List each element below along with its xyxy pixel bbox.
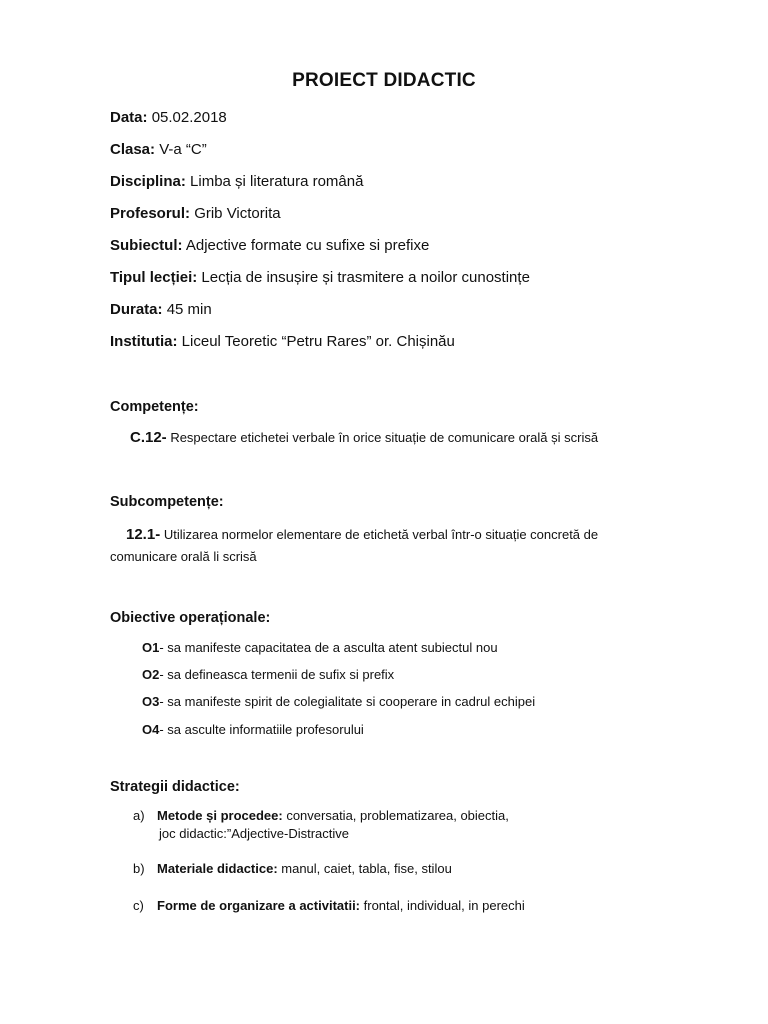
subcompetenta-text-line1: Utilizarea normelor elementare de etichetă verbal într-o situație concretă de (163, 527, 599, 542)
field-value: 05.02.2018 (151, 109, 227, 126)
obiectiv-item (142, 667, 394, 682)
strategie-text-line2: joc didactic:”Adjective-Distractive (159, 826, 350, 841)
obiective-heading: Obiective operaționale: (110, 610, 271, 626)
obiectiv-text: - sa manifeste capacitatea de a asculta atent subiectul nou (159, 640, 498, 655)
field-value: Lecția de insușire și trasmitere a noilor cunostințe (201, 269, 530, 286)
strategie-text: manul, caiet, tabla, fise, stilou (277, 861, 452, 876)
competenta-text: Respectare etichetei verbale în orice situație de comunicare orală și scrisă (170, 430, 599, 445)
field-value: V-a “C” (159, 141, 207, 158)
field-label: Institutia: (110, 333, 178, 350)
obiectiv-text: - sa asculte informatiile profesorului (159, 722, 364, 737)
strategie-item (133, 898, 525, 913)
field-institutia (110, 333, 455, 350)
field-clasa (110, 141, 207, 158)
field-label: Tipul lecției: (110, 269, 198, 286)
strategii-heading: Strategii didactice: (110, 779, 240, 795)
field-durata (110, 301, 212, 318)
competenta-item (130, 429, 598, 446)
strategie-item (133, 861, 452, 876)
obiectiv-code: O1 (142, 640, 160, 655)
subcompetente-heading: Subcompetențe: (110, 494, 224, 510)
obiectiv-item (142, 640, 498, 655)
subcompetenta-item (126, 526, 598, 543)
obiectiv-item (142, 694, 535, 709)
document-title: PROIECT DIDACTIC (292, 70, 476, 91)
obiectiv-code: O2 (142, 667, 160, 682)
strategie-text: conversatia, problematizarea, obiectia, (282, 808, 509, 823)
field-disciplina (110, 173, 363, 190)
field-label: Subiectul: (110, 237, 183, 254)
competenta-code: C.12- (130, 429, 167, 446)
list-marker: b) (133, 861, 145, 876)
field-subiectul (110, 237, 429, 254)
field-label: Data: (110, 109, 148, 126)
strategie-label: Materiale didactice: (157, 861, 278, 876)
strategie-text: frontal, individual, in perechi (360, 898, 525, 913)
obiectiv-text: - sa manifeste spirit de colegialitate si cooperare in cadrul echipei (159, 694, 536, 709)
field-tipul-lectiei (110, 269, 530, 286)
subcompetenta-code: 12.1- (126, 526, 161, 543)
field-label: Disciplina: (110, 173, 186, 190)
field-value: 45 min (166, 301, 212, 318)
field-value: Liceul Teoretic “Petru Rares” or. Chișinău (181, 333, 455, 350)
competente-heading: Competențe: (110, 399, 199, 415)
field-label: Profesorul: (110, 205, 191, 222)
field-label: Durata: (110, 301, 163, 318)
strategie-label: Forme de organizare a activitatii: (157, 898, 361, 913)
field-profesorul (110, 205, 281, 222)
obiectiv-item (142, 722, 364, 737)
field-label: Clasa: (110, 141, 156, 158)
subcompetenta-text-line2: comunicare orală li scrisă (110, 549, 257, 564)
obiectiv-code: O3 (142, 694, 160, 709)
field-value: Limba și literatura română (190, 173, 364, 190)
strategie-item (133, 808, 509, 823)
field-data (110, 109, 227, 126)
list-marker: c) (133, 898, 144, 913)
strategie-label: Metode și procedee: (157, 808, 283, 823)
field-value: Adjective formate cu sufixe si prefixe (185, 237, 430, 254)
field-value: Grib Victorita (194, 205, 281, 222)
obiectiv-text: - sa defineasca termenii de sufix si prefix (159, 667, 395, 682)
list-marker: a) (133, 808, 145, 823)
obiectiv-code: O4 (142, 722, 160, 737)
